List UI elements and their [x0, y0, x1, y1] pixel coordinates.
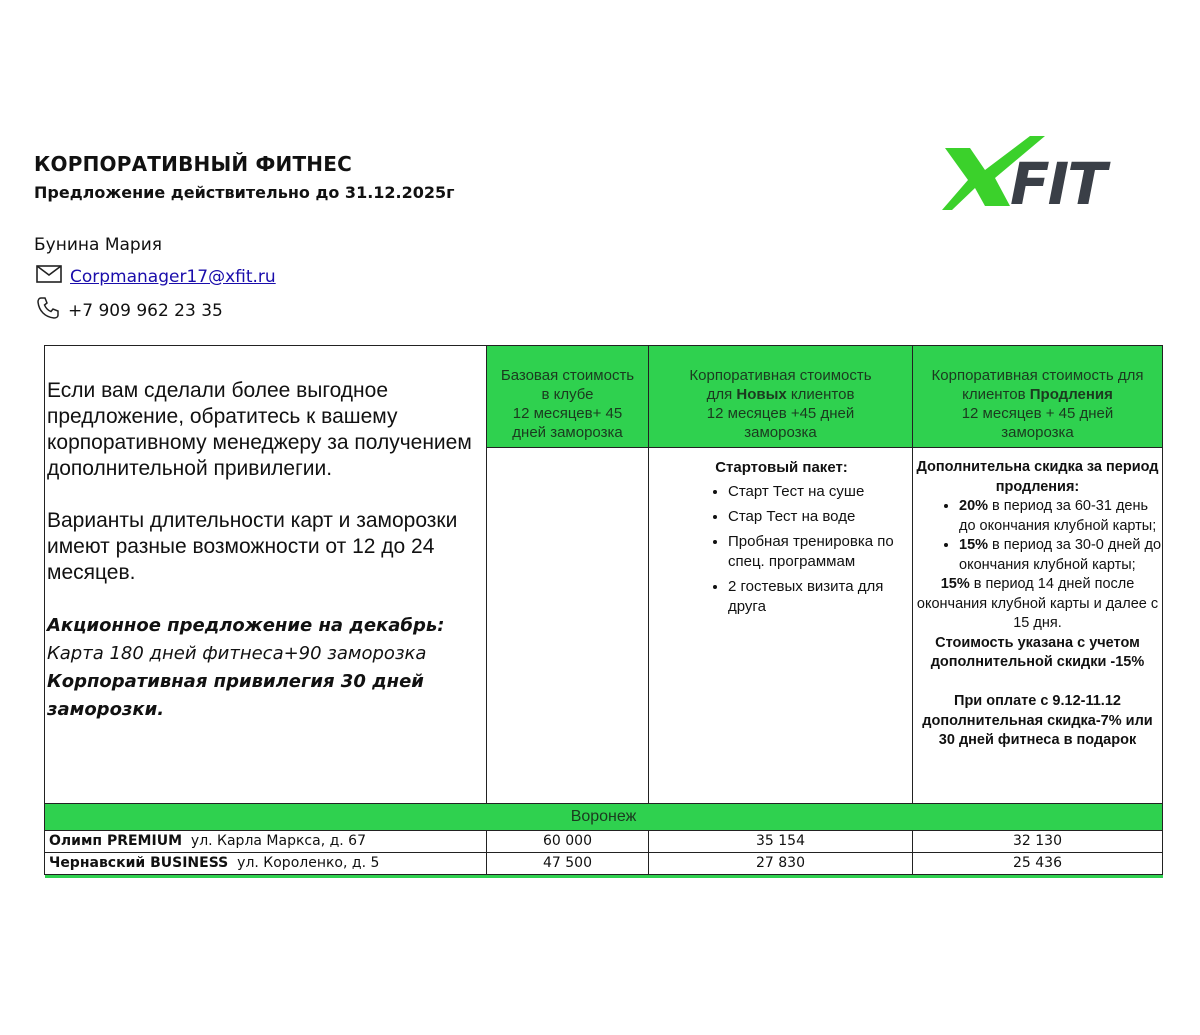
price-renewal: 32 130 [913, 831, 1163, 853]
empty-base-cell [487, 448, 649, 804]
renewal-note: Стоимость указана с учетом дополнительной скидки -15% [930, 634, 1145, 670]
club-name: Олимп PREMIUM [49, 833, 182, 849]
price-base: 47 500 [487, 853, 649, 875]
list-item: • 15% в период за 30-0 дней до окончания клубной карты; [959, 536, 1162, 575]
list-item: • 2 гостевых визита для друга [728, 577, 910, 617]
pricing-table [44, 345, 1163, 878]
price-renewal: 25 436 [913, 853, 1163, 875]
offer-validity: Предложение действительно до 31.12.2025г [34, 183, 455, 202]
starter-pack [649, 448, 913, 804]
club-address: ул. Карла Маркса, д. 67 [190, 833, 366, 849]
offer-description [45, 346, 487, 804]
table-row [45, 831, 1163, 853]
starter-pack-title: Стартовый пакет: [715, 459, 848, 476]
xfit-logo [940, 128, 1155, 218]
club-name: Чернавский BUSINESS [49, 855, 229, 871]
column-header-base: Базовая стоимость в клубе 12 месяцев+ 45 дней заморозка [487, 346, 649, 448]
price-new: 35 154 [649, 831, 913, 853]
promo-title: Акционное предложение на декабрь: [47, 615, 445, 636]
december-promo [47, 612, 480, 724]
renewal-title: Дополнительна скидка за период продления: [916, 459, 1159, 495]
page-title: КОРПОРАТИВНЫЙ ФИТНЕС [34, 152, 352, 176]
promo-line: Карта 180 дней фитнеса+90 заморозка [47, 643, 427, 664]
list-item: • Пробная тренировка по спец. программам [728, 532, 910, 572]
promo-privilege: Корпоративная привилегия 30 дней заморозки. [47, 671, 424, 720]
manager-name: Бунина Мария [34, 235, 162, 255]
price-base: 60 000 [487, 831, 649, 853]
price-new: 27 830 [649, 853, 913, 875]
phone-icon [36, 296, 60, 325]
table-row [45, 853, 1163, 875]
envelope-icon [36, 264, 62, 289]
list-item: • Старт Тест на суше [728, 482, 910, 502]
table-bottom-bar [45, 875, 1163, 879]
phone-number: +7 909 962 23 35 [68, 300, 223, 321]
description-paragraph-1: Если вам сделали более выгодное предложение, обратитесь к вашему корпоративному менеджеру за получением дополнительной привилегии. [47, 379, 472, 480]
description-paragraph-2: Варианты длительности карт и заморозки имеют разные возможности от 12 до 24 месяцев. [47, 509, 458, 584]
email-row [36, 264, 276, 289]
renewal-discounts [913, 448, 1163, 804]
city-header: Воронеж [45, 804, 1163, 831]
club-address: ул. Короленко, д. 5 [237, 855, 380, 871]
club-cell [45, 831, 487, 853]
renewal-promo: При оплате с 9.12-11.12 дополнительная скидка-7% или 30 дней фитнеса в подарок [922, 693, 1153, 748]
renewal-item-3: 15% в период 14 дней после окончания клубной карты и далее с 15 дня. [916, 576, 1159, 631]
svg-text:FIT: FIT [1010, 150, 1105, 218]
column-header-renewal: Корпоративная стоимость для клиентов Продления 12 месяцев + 45 дней заморозка [913, 346, 1163, 448]
list-item: • Стар Тест на воде [728, 507, 910, 527]
email-link[interactable]: Corpmanager17@xfit.ru [70, 266, 276, 287]
list-item: • 20% в период за 60-31 день до окончания клубной карты; [959, 497, 1162, 536]
column-header-new-clients: Корпоративная стоимость для Новых клиентов 12 месяцев +45 дней заморозка [649, 346, 913, 448]
phone-row [36, 296, 223, 325]
club-cell [45, 853, 487, 875]
